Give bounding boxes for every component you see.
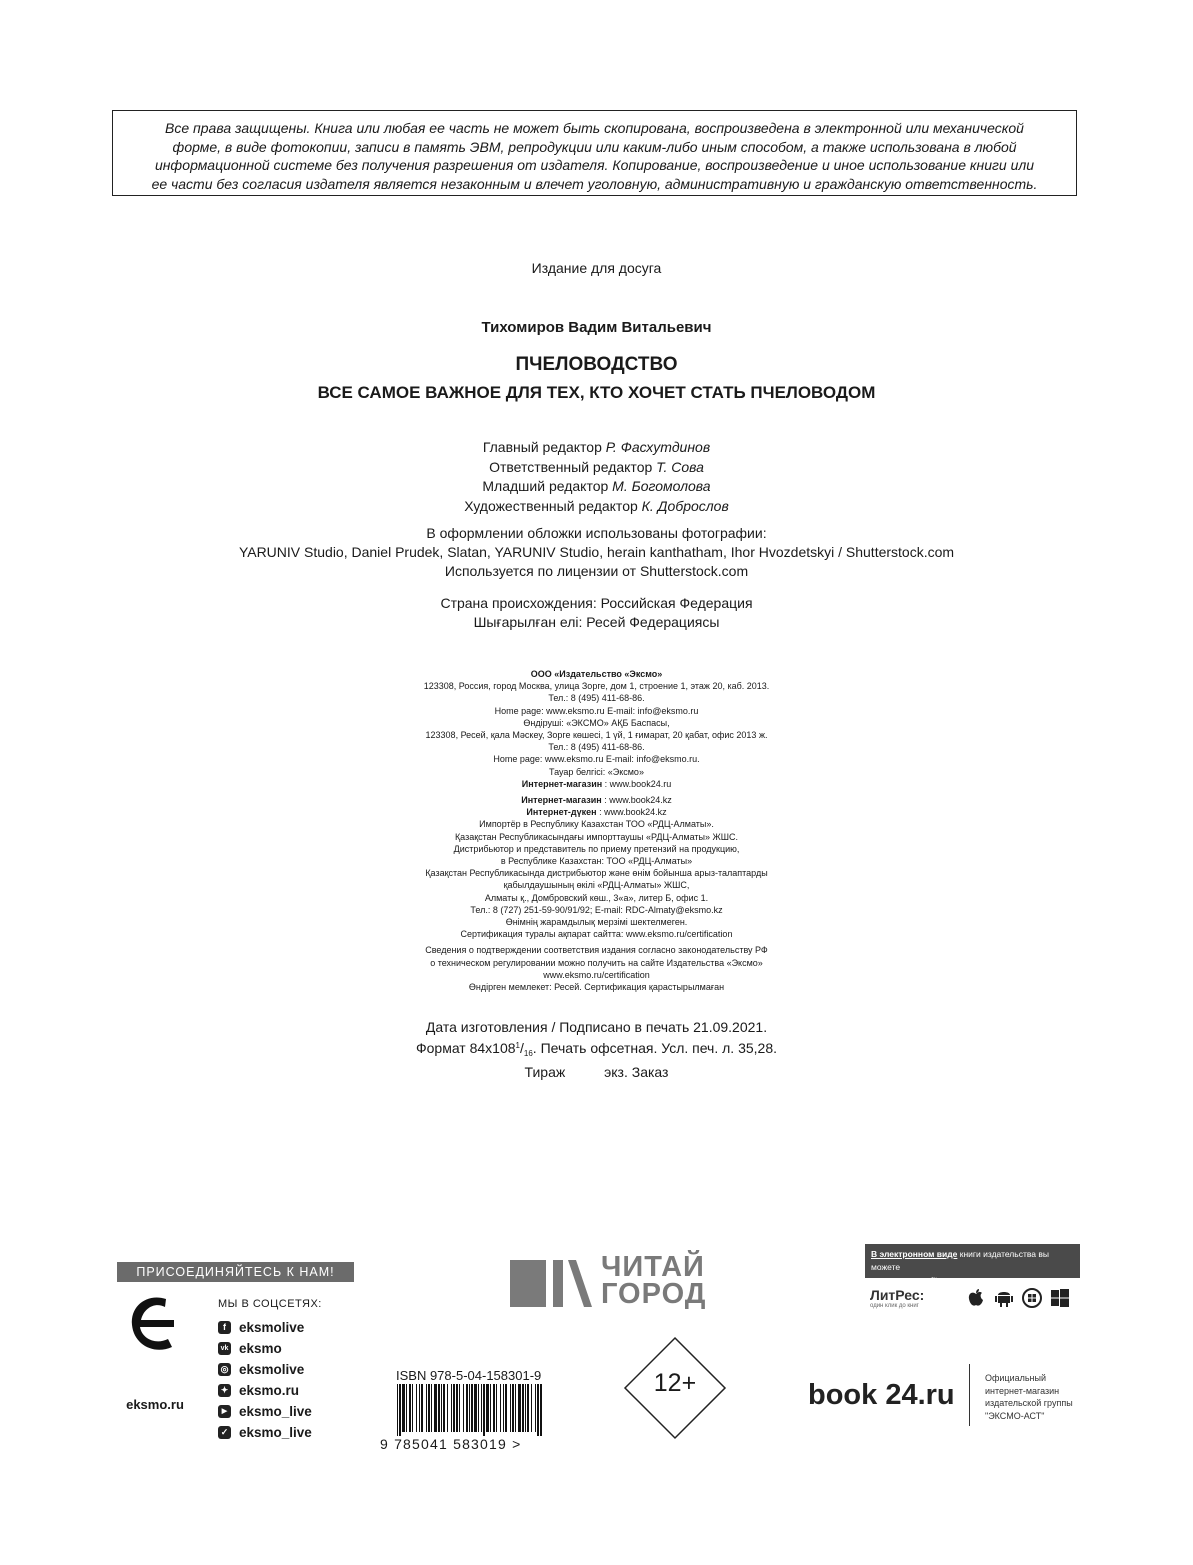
imprint-line: Алматы қ., Домбровский көш., 3«а», литер Б, офис 1. (484, 892, 709, 903)
photo-credits-line: YARUNIV Studio, Daniel Prudek, Slatan, YARUNIV Studio, herain kanthatham, Ihor Hvozdetskyi / Shutterstock.com (238, 544, 955, 560)
barcode-bar (456, 1384, 458, 1432)
social-item-facebook (218, 1317, 312, 1338)
barcode-bar (419, 1384, 420, 1432)
barcode-bar (474, 1384, 477, 1432)
book24-desc-line: Официальный (985, 1373, 1047, 1383)
imprint-line: Сертификация туралы ақпарат сайтта: www.eksmo.ru/certification (460, 929, 733, 940)
barcode-bar (505, 1384, 507, 1432)
editor-role: Младший редактор (482, 478, 609, 494)
shop-value: : www.book24.kz (596, 807, 667, 818)
barcode-bar (478, 1384, 479, 1432)
barcode-bar (515, 1384, 516, 1432)
social-label: eksmo_live (239, 1404, 312, 1419)
twitter-icon: ✓ (218, 1426, 231, 1439)
imprint-line: 123308, Ресей, қала Мәскеу, Зорге көшесі, 1 үй, 1 ғимарат, 20 қабат, офис 2013 ж. (425, 730, 768, 741)
windows-icon (1050, 1288, 1070, 1308)
editor-line (0, 438, 1193, 458)
eksmo-logo-icon (126, 1293, 180, 1363)
imprint-line: Home page: www.eksmo.ru E-mail: info@eksmo.ru (494, 705, 699, 716)
barcode-bar (535, 1384, 536, 1432)
eksmo-icon: ✦ (218, 1384, 231, 1397)
youtube-icon: ▶ (218, 1405, 231, 1418)
social-item-vk (218, 1338, 312, 1359)
barcode-bar (441, 1384, 442, 1432)
divider (969, 1364, 970, 1426)
barcode-bar (503, 1384, 504, 1432)
chitai-gorod-logo-icon (510, 1257, 592, 1307)
book24-desc-line: "ЭКСМО-АСТ" (985, 1410, 1045, 1421)
editor-line (0, 477, 1193, 497)
barcode-bar (399, 1384, 401, 1436)
imprint-line: Тел.: 8 (495) 411-68-86. (548, 742, 645, 753)
imprint-line: Өндірген мемлекет: Ресей. Сертификация қарастырылмаған (468, 982, 725, 993)
photo-credits-line: Используется по лицензии от Shutterstock.com (444, 563, 749, 579)
age-rating: 12+ (653, 1369, 697, 1397)
barcode-bar (426, 1384, 427, 1432)
imprint-line: о техническом регулировании можно получить на сайте Издательства «Эксмо» (430, 957, 763, 968)
social-label: eksmo (239, 1341, 282, 1356)
print-date: Дата изготовления / Подписано в печать 21.09.2021. (425, 1019, 768, 1035)
social-item-twitter (218, 1422, 312, 1443)
editor-role: Главный редактор (482, 439, 602, 455)
litres-banner (865, 1244, 1080, 1285)
imprint-line: в Республике Казахстан: ТОО «РДЦ-Алматы» (500, 856, 693, 867)
barcode-bar (518, 1384, 521, 1432)
barcode-bar (510, 1384, 511, 1432)
book24-description (985, 1372, 1073, 1422)
barcode-bar (512, 1384, 514, 1432)
print-run: Тираж экз. Заказ (524, 1064, 669, 1080)
social-label: eksmolive (239, 1320, 305, 1335)
social-label: eksmo_live (239, 1425, 312, 1440)
barcode-bar (416, 1384, 417, 1432)
barcode-bar (471, 1384, 473, 1432)
editors-list (0, 438, 1193, 516)
barcode-bar (421, 1384, 423, 1432)
imprint-line: Өндіруші: «ЭКСМО» АҚБ Баспасы, (523, 717, 670, 728)
barcode-bar (397, 1384, 398, 1436)
barcode-bar (409, 1384, 411, 1432)
chitai-gorod-line: ГОРОД (601, 1278, 707, 1310)
editor-line (0, 497, 1193, 517)
litres-bold: В электронном виде (871, 1249, 958, 1259)
shop-label: Интернет-магазин (521, 795, 602, 806)
barcode-bar (406, 1384, 407, 1432)
shop-label: Интернет-магазин (521, 778, 603, 789)
chitai-gorod-line: ЧИТАЙ (601, 1251, 705, 1283)
barcode-bar (493, 1384, 495, 1432)
book-title: ПЧЕЛОВОДСТВО (515, 354, 678, 375)
barcode-bar (431, 1384, 432, 1432)
barcode-bar (438, 1384, 440, 1432)
editor-name: М. Богомолова (612, 478, 711, 494)
publisher-imprint (0, 668, 1193, 993)
country-of-origin (0, 594, 1193, 632)
social-list (218, 1317, 312, 1443)
eksmo-site: eksmo.ru (126, 1397, 184, 1412)
imprint-line: 123308, Россия, город Москва, улица Зорге, дом 1, строение 1, этаж 20, каб. 2013. (423, 681, 770, 692)
litres-line: купить на www.litres.ru (871, 1275, 960, 1285)
barcode-bar (428, 1384, 430, 1432)
barcode-bar (486, 1384, 489, 1432)
book-subtitle: ВСЕ САМОЕ ВАЖНОЕ ДЛЯ ТЕХ, КТО ХОЧЕТ СТАТЬ ПЧЕЛОВОДОМ (317, 383, 876, 402)
chitai-gorod-wordmark (601, 1251, 707, 1310)
apple-icon (966, 1288, 986, 1308)
imprint-line: Тауар белгісі: «Эксмо» (549, 766, 644, 777)
barcode-bar (443, 1384, 445, 1432)
litres-logo: ЛитРес: (870, 1287, 925, 1303)
barcode-bar (531, 1384, 532, 1432)
imprint-line: Сведения о подтверждении соответствия издания согласно законодательству РФ (425, 945, 768, 956)
imprint-line: Тел.: 8 (727) 251-59-90/91/92; E-mail: RDC-Almaty@eksmo.kz (470, 904, 723, 915)
format-prefix: Формат 84x108 (415, 1039, 516, 1056)
photo-credits-line: В оформлении обложки использованы фотографии: (426, 525, 767, 541)
barcode-bar (459, 1384, 460, 1432)
facebook-icon: f (218, 1321, 231, 1334)
barcode-bar (525, 1384, 526, 1432)
imprint-line: Тел.: 8 (495) 411-68-86. (548, 693, 645, 704)
isbn: ISBN 978-5-04-158301-9 (396, 1368, 542, 1383)
editor-name: К. Доброслов (641, 497, 729, 514)
barcode-bar (496, 1384, 497, 1432)
barcode-bar (412, 1384, 413, 1432)
shop-value: : www.book24.ru (602, 778, 672, 789)
notice-line: Все права защищены. Книга или любая ее часть не может быть скопирована, воспроизведена в электронной или механической (165, 120, 1024, 136)
edition-type: Издание для досуга (531, 260, 662, 276)
imprint-line: Дистрибьютор и представитель по приему претензий на продукцию, (453, 843, 740, 854)
social-item-instagram (218, 1359, 312, 1380)
android-icon (994, 1288, 1014, 1308)
country-line: Шығарылған елі: Ресей Федерациясы (473, 614, 720, 630)
vk-icon: vk (218, 1342, 231, 1355)
shop-value: : www.book24.kz (601, 795, 672, 806)
barcode-bar (434, 1384, 437, 1432)
imprint-line: Home page: www.eksmo.ru E-mail: info@eksmo.ru. (493, 754, 700, 765)
barcode-bar (451, 1384, 452, 1432)
format-denominator: 16 (523, 1048, 533, 1058)
barcode (395, 1384, 545, 1436)
book24-desc-line: издательской группы (985, 1398, 1073, 1408)
country-line: Страна происхождения: Российская Федерация (440, 595, 753, 611)
shop-label: Интернет-дүкен (526, 807, 597, 818)
social-item-eksmo (218, 1380, 312, 1401)
imprint-line: Қазақстан Республикасындағы импорттаушы «РДЦ-Алматы» ЖШС. (454, 831, 739, 842)
barcode-bar (490, 1384, 491, 1432)
imprint-shop-line (0, 778, 1193, 790)
litres-line (871, 1248, 1074, 1274)
barcode-bar (466, 1384, 468, 1432)
editor-line (0, 458, 1193, 478)
windows-flag-icon (1022, 1288, 1042, 1308)
platform-icons (966, 1288, 1070, 1308)
print-format: Формат $84x108^1/_{16}$. Печать офсетная. Усл. печ. л. 35,28. (415, 1039, 777, 1058)
imprint-line: Импортёр в Республику Казахстан ТОО «РДЦ-Алматы». (479, 819, 714, 830)
imprint-shop-line (0, 794, 1193, 806)
barcode-number: 9 785041 583019 > (380, 1436, 522, 1452)
book24-desc-line: интернет-магазин (985, 1385, 1060, 1396)
publisher-name: ООО «Издательство «Эксмо» (530, 669, 663, 679)
barcode-bar (522, 1384, 524, 1432)
photo-credits (0, 524, 1193, 581)
imprint-line: Өнімнің жарамдылық мерзімі шектелмеген. (505, 917, 688, 928)
barcode-bar (540, 1384, 542, 1436)
print-details (0, 1018, 1193, 1082)
copyright-notice (112, 110, 1077, 196)
social-label: eksmolive (239, 1362, 305, 1377)
format-numerator: 1 (515, 1040, 520, 1050)
barcode-bar (463, 1384, 464, 1432)
barcode-bar (469, 1384, 470, 1432)
barcode-bar (453, 1384, 455, 1432)
imprint-shop-line (0, 806, 1193, 818)
imprint-line: www.eksmo.ru/certification (543, 969, 650, 980)
barcode-bar (483, 1384, 485, 1436)
barcode-bar (481, 1384, 482, 1432)
litres-tagline: один клик до книг (870, 1303, 919, 1309)
editor-role: Ответственный редактор (489, 458, 653, 475)
notice-line: ее части без согласия издателя является незаконным и влечет уголовную, административную и гражданскую ответственность. (151, 175, 1038, 192)
join-us-banner: ПРИСОЕДИНЯЙТЕСЬ К НАМ! (117, 1262, 354, 1282)
barcode-bar (500, 1384, 501, 1432)
barcode-bar (527, 1384, 529, 1432)
barcode-bar (537, 1384, 539, 1436)
instagram-icon: ◎ (218, 1363, 231, 1376)
book24-logo: book 24.ru (808, 1379, 955, 1411)
format-suffix: . Печать офсетная. Усл. печ. л. 35,28. (532, 1039, 777, 1056)
barcode-bar (447, 1384, 448, 1432)
social-label: eksmo.ru (239, 1383, 300, 1398)
social-item-youtube (218, 1401, 312, 1422)
social-heading: МЫ В СОЦСЕТЯХ: (218, 1298, 322, 1310)
barcode-bar (402, 1384, 405, 1432)
editor-name: Р. Фасхутдинов (605, 439, 711, 455)
editor-name: Т. Сова (656, 458, 704, 475)
imprint-line: қабылдаушының өкілі «РДЦ-Алматы» ЖШС, (503, 880, 690, 891)
editor-role: Художественный редактор (464, 497, 638, 514)
litres-text: книги издательства вы можете (871, 1249, 1049, 1272)
notice-line: информационной системе без получения разрешения от издателя. Копирование, воспроизведение и иное использование книги или (154, 157, 1035, 173)
author-name: Тихомиров Вадим Витальевич (481, 319, 712, 336)
notice-line: форме, в виде фотокопии, записи в память ЭВМ, репродукции или каким-либо иным способом, а также использована в любой (172, 138, 1017, 155)
imprint-line: Қазақстан Республикасында дистрибьютор және өнім бойынша арыз-талаптарды (425, 868, 768, 879)
